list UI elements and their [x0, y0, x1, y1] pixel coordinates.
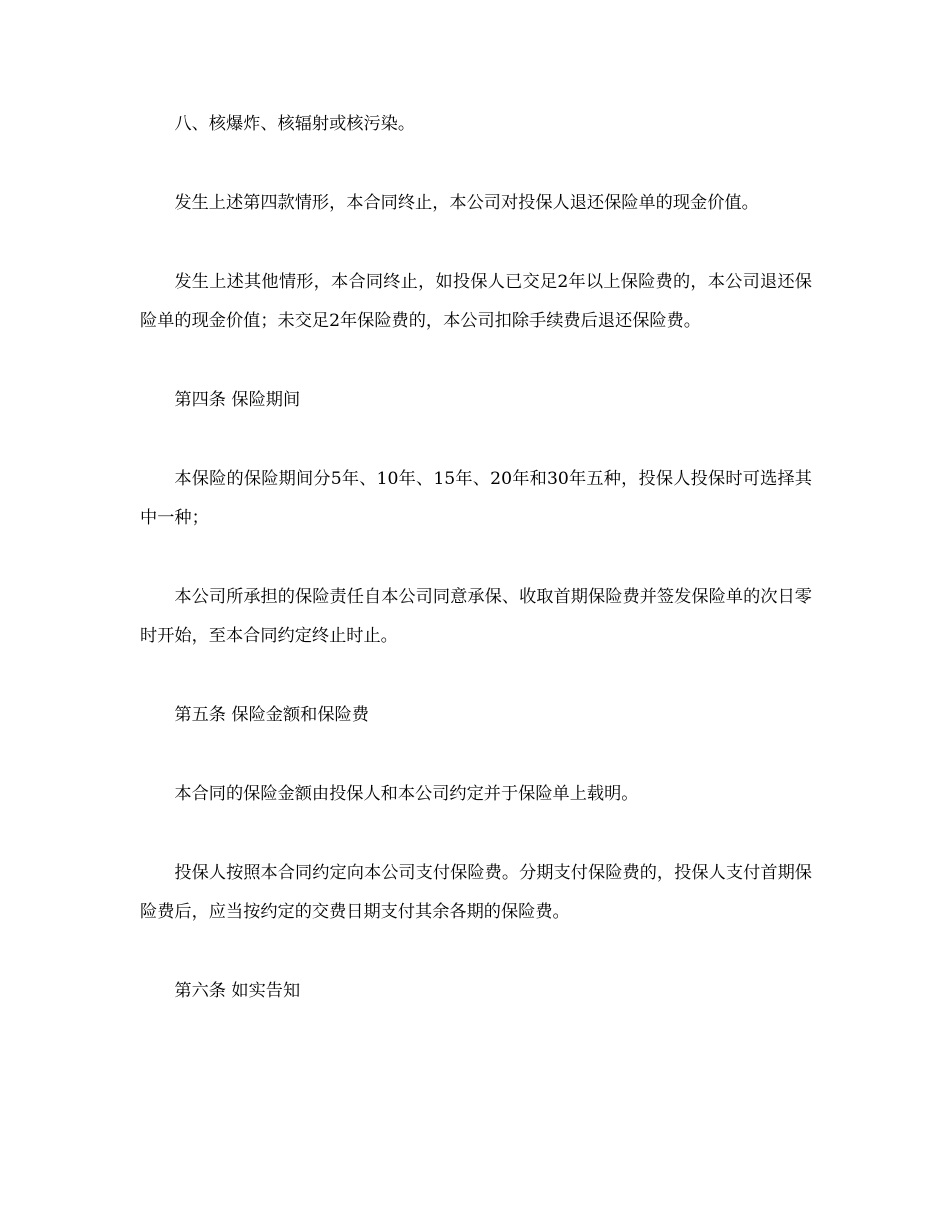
- heading-article-5-amount-and-premium: 第五条 保险金额和保险费: [174, 705, 369, 725]
- paragraph-liability-start: 本公司所承担的保险责任自本公司同意承保、收取首期保险费并签发保险单的次日零时开始，至本合同约定终止时止。: [140, 587, 812, 646]
- heading-article-4-insurance-period: 第四条 保险期间: [174, 390, 301, 410]
- paragraph-premium-payment: 投保人按照本合同约定向本公司支付保险费。分期支付保险费的，投保人支付首期保险费后，应当按约定的交费日期支付其余各期的保险费。: [140, 863, 812, 922]
- heading-article-6-disclosure: 第六条 如实告知: [174, 981, 301, 1001]
- paragraph-period-options: 本保险的保险期间分5年、10年、15年、20年和30年五种，投保人投保时可选择其中一种；: [140, 469, 812, 528]
- document-body: [140, 105, 812, 1051]
- paragraph-nuclear-exclusion: 八、核爆炸、核辐射或核污染。: [174, 114, 416, 134]
- paragraph-insured-amount: 本合同的保险金额由投保人和本公司约定并于保险单上载明。: [174, 784, 639, 804]
- paragraph-fourth-case-termination: 发生上述第四款情形，本合同终止，本公司对投保人退还保险单的现金价值。: [174, 193, 759, 213]
- paragraph-other-cases-termination: 发生上述其他情形，本合同终止，如投保人已交足2年以上保险费的，本公司退还保险单的现金价值；未交足2年保险费的，本公司扣除手续费后退还保险费。: [140, 272, 812, 331]
